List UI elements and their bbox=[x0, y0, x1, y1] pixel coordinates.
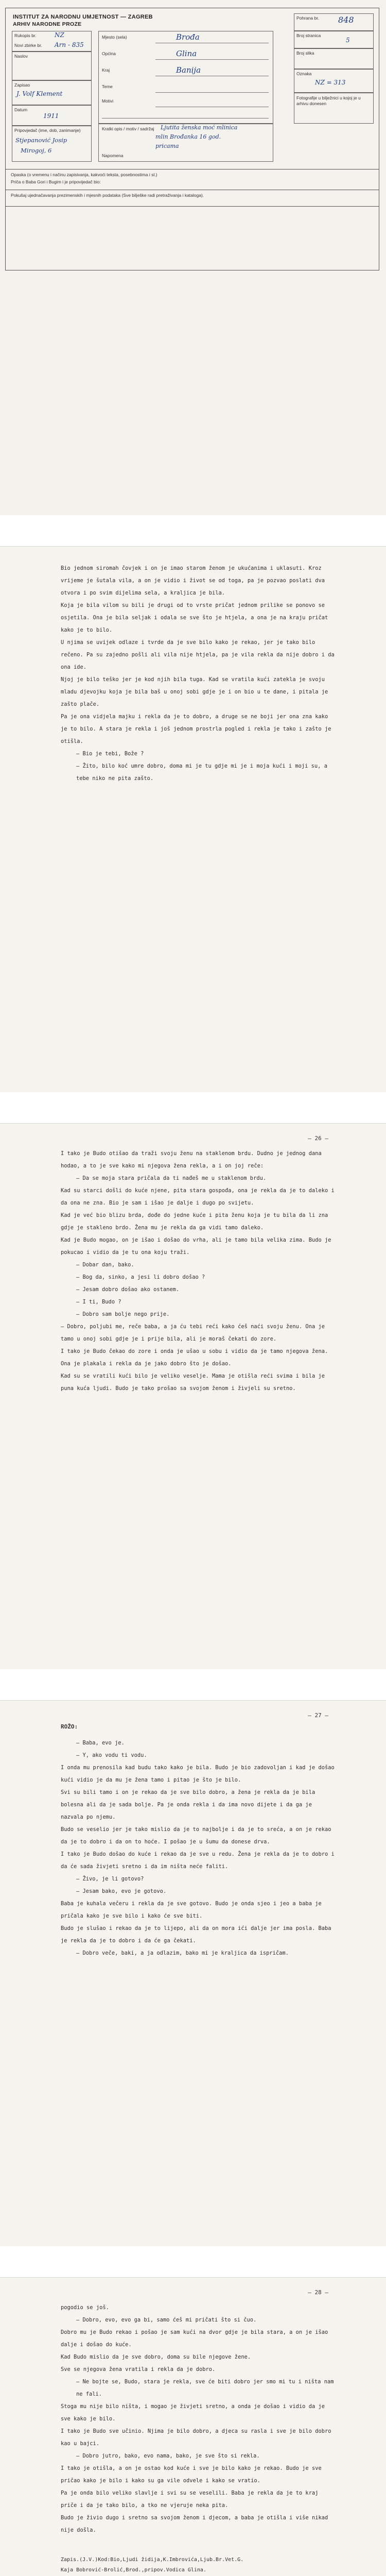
photo-cell bbox=[294, 93, 374, 124]
place-hw: Brođa bbox=[176, 32, 200, 42]
paragraph: — Dobro jutro, bako, evo nama, bako, je sve što si rekla. bbox=[76, 2453, 260, 2459]
variants-hw-3: pricama bbox=[155, 143, 179, 149]
typed-page-26-body bbox=[61, 1147, 335, 1395]
bottom-note-1: Opaska (o vremenu i načinu zapisivanja, kakvoći teksta, posebnostima i sl.) bbox=[11, 172, 157, 177]
typed-page-26 bbox=[0, 1123, 386, 1669]
paragraph: pogodio se još. bbox=[61, 2304, 109, 2311]
paragraph: — Y, ako vodu ti vodu. bbox=[76, 1752, 147, 1758]
sig-label: Oznaka bbox=[296, 71, 312, 76]
paragraph: — Živo, je li gotovo? bbox=[76, 1876, 144, 1882]
signature-line-2: Kaja Bobrović-Brolić,Brod.,pripov.Vodica Glina. bbox=[61, 2567, 206, 2573]
paragraph: Budo je slušao i rekao da je to lijepo, ali da on mora ići dalje jer ima posla. Baba je rekla da je to dobro i da će ga čekati. bbox=[61, 1925, 331, 1944]
page-gap bbox=[0, 2246, 386, 2277]
paragraph: — Žito, bilo koć umre dobro, doma mi je tu gdje mi je i moja kući i moji su, a tebe niko ne pita zašto. bbox=[76, 763, 327, 782]
paragraph: — Bog da, sinko, a jesi li dobro došao ? bbox=[76, 1274, 205, 1280]
paragraph: Kad je Budo mogao, on je išao i došao do vrha, ali je tamo bila velika zima. Budo je pokucao i vidio da je tu ona koju traži. bbox=[61, 1237, 331, 1256]
right-box-hw: 848 bbox=[338, 15, 354, 25]
variants-hw-2: mlin Brođanka 16 god. bbox=[155, 133, 221, 140]
paragraph: — Dobro, poljubi me, reče baba, a ja ću tebi reći kako ćeš naći svoju ženu. Ona je tamo u onoj sobi gdje je i prije bila, ali je moraš čekati do zore. bbox=[61, 1324, 325, 1342]
paragraph: — Jesam bako, evo je gotovo. bbox=[76, 1888, 167, 1894]
paragraph: Kad Budo mislio da je sve dobro, doma su bile njegove žene. bbox=[61, 2354, 251, 2360]
kotar-hw: Glina bbox=[176, 49, 197, 58]
paragraph: Kad su se vratili kući bilo je veliko veselje. Mama je otišla reći svima i bila je puna kuća ljudi. Budo je tako prošao sa svojom ženom i živjeli su sretno. bbox=[61, 1373, 325, 1392]
paragraph: Kad je već bio blizu brda, dođe do jedne kuće i pita ženu koja je tu bila da li zna gdje je stakleno brdo. Žena mu je rekla da ga vidi tamo daleko. bbox=[61, 1212, 328, 1231]
paragraph: — Ne bojte se, Budo, stara je rekla, sve će biti dobro jer smo mi tu i ništa nam ne fali. bbox=[76, 2379, 334, 2397]
paragraph: — Jesam dobro došao ako ostanem. bbox=[76, 1286, 180, 1293]
typed-page-28-body bbox=[61, 2301, 335, 2575]
paragraph: I tako je Budo došao do kuće i rekao da je sve u redu. Žena je rekla da je to dobro i da će sada živjeti sretno i da im ništa neće faliti. bbox=[61, 1851, 335, 1870]
pages-label: Broj stranica bbox=[296, 33, 321, 38]
archive-form-page bbox=[0, 0, 386, 515]
paragraph: Njoj je bilo teško jer je kod njih bila tuga. Kad se vratila kući zatekla je svoju mladu djevojku koja je bila baš u onoj sobi gdje je i on bio u te dane, i pitala je zašto plače. bbox=[61, 676, 328, 707]
date-label: Datum bbox=[14, 107, 28, 112]
region-hw: Banija bbox=[176, 65, 201, 75]
paragraph: — Dobar dan, bako. bbox=[76, 1262, 134, 1268]
teller-hw-2: Mirogoj, 6 bbox=[21, 147, 52, 154]
typed-page-1 bbox=[0, 546, 386, 1092]
paragraph: — Da se moja stara pričala da ti nađeš me u staklenom brdu. bbox=[76, 1175, 267, 1181]
page-gap bbox=[0, 1092, 386, 1123]
date-cell bbox=[12, 105, 92, 126]
paragraph: I tako je Budo čekao do zore i onda je ušao u sobu i vidio da je tamo njegova žena. Ona je plakala i rekla da je jako dobro što je došao. bbox=[61, 1348, 328, 1367]
signature-block bbox=[61, 2555, 335, 2575]
section-header: ROŽO: bbox=[61, 1723, 78, 1730]
right-box-label: Pohrana br. bbox=[296, 15, 319, 21]
paragraph: I tako je Budo sve učinio. Njima je bilo dobro, a djeca su rasla i sve je bilo dobro kao u bajci. bbox=[61, 2428, 331, 2447]
signature-cell bbox=[294, 69, 374, 93]
topic-label: Teme bbox=[102, 84, 113, 89]
page-number: — 26 — bbox=[308, 1135, 328, 1142]
right-box-cell bbox=[294, 13, 374, 31]
title-label: Naslov bbox=[14, 54, 28, 59]
collector-hw: J. Volf Klement bbox=[16, 90, 63, 97]
paragraph: — Dobro, evo, evo ga bi, samo ćeš mi pričati što si čuo. bbox=[76, 2317, 257, 2323]
box-label-2: Novi zbirke br. bbox=[14, 43, 42, 48]
page-gap bbox=[0, 515, 386, 546]
paragraph: Koja je bila vilom su bili je drugi od to vrste pričat jednom prilike se ponovo se osjetila. Ona je bila seljak i odala se sve što je htjela, a ona je na kraju pričat kako je to bilo. bbox=[61, 602, 328, 633]
page-gap bbox=[0, 1669, 386, 1700]
signature-line-1: Zapis.(J.V.)Kod:Bio,Ljudi židija,K.Imbrovića,Ljub.Br.Vet.G. bbox=[61, 2557, 244, 2563]
paragraph: Bio jednom siromah čovjek i on je imao starom ženom je ukućanima i uklasuti. Kroz vrijeme je šutala vila, a on je vidio i život se od toga, pa je pozvao poslati dva otvora i po svim dijelima sela, a kraljica je bila. bbox=[61, 565, 325, 596]
box-label-1: Rukopis br. bbox=[14, 33, 37, 38]
note-label: Napomena bbox=[102, 153, 124, 158]
collector-cell bbox=[12, 80, 92, 105]
title-cell bbox=[12, 52, 92, 80]
typed-page-27-body bbox=[61, 1737, 335, 1959]
box-hw-2: Arn - 835 bbox=[55, 41, 84, 48]
pages2-label: Broj slika bbox=[296, 50, 314, 56]
teller-cell bbox=[12, 126, 92, 162]
typed-page-28 bbox=[0, 2277, 386, 2576]
kotar-label: Općina bbox=[102, 51, 116, 56]
teller-hw-1: Stjepanović Josip bbox=[15, 137, 67, 144]
page-number: — 27 — bbox=[308, 1712, 328, 1719]
region-label: Kraj bbox=[102, 67, 110, 73]
form-header bbox=[13, 13, 153, 28]
paragraph: Budo je živio dugo i sretno sa svojom ženom i djecom, a baba je otišla i više nikad nije došla. bbox=[61, 2515, 328, 2533]
paragraph: Baba je kuhala večeru i rekla da je sve gotovo. Budo je onda sjeo i jeo a baba je pričala kako je sve bilo i kako će sve biti. bbox=[61, 1901, 322, 1919]
paragraph: Budo se veselio jer je tako mislio da je to najbolje i da je to sreća, a on je rekao da je to dobro i da on to hoće. I pošao je u šumu da donese drva. bbox=[61, 1826, 331, 1845]
institute-name: INSTITUT ZA NARODNU UMJETNOST — ZAGREB bbox=[13, 14, 153, 20]
footer-note: Pokušaj ujednačavanja prezimenskih i mjesnih podataka (Sve bilješke radi pretraživanja i kataloga). bbox=[11, 193, 204, 198]
paragraph: Pa je ona vidjela majku i rekla da je to dobro, a druge se ne boji jer ona zna kako je to bilo. A stara je rekla i još jednom prostrla pogled i rekla je tako i zašto je otišla. bbox=[61, 714, 331, 744]
paragraph: I onda mu prenosila kad budu tako kako je bila. Budo je bio zadovoljan i kad je došao kući vidio je da mu je žena tamo i pitao je što je bilo. bbox=[61, 1765, 335, 1783]
date-hw: 1911 bbox=[43, 112, 59, 120]
paragraph: Pa je onda bilo veliko slavlje i svi su se veselili. Baba je rekla da je to kraj priče i da je tako bilo, a tko ne vjeruje neka pita. bbox=[61, 2490, 319, 2509]
location-block bbox=[98, 31, 273, 124]
paragraph: Dobro mu je Budo rekao i pošao je sam kući na dvor gdje je bila stara, a on je išao dalje i došao do kuće. bbox=[61, 2329, 328, 2348]
paragraph: U njima se uvijek odlaze i tvrde da je sve bilo kako je rekao, jer je tako bilo rečeno. Pa su zajedno pošli ali vila nije htjela, pa je vila rekla da nije dobro i da ona ide. bbox=[61, 639, 335, 670]
place-label: Mjesto (sela) bbox=[102, 35, 127, 40]
paragraph: — Baba, evo je. bbox=[76, 1740, 125, 1746]
paragraph: Stoga mu nije bilo ništa, i mogao je živjeti sretno, a onda je došao i vidio da je sve kako je bilo. bbox=[61, 2403, 325, 2422]
page-number: — 28 — bbox=[308, 2289, 328, 2296]
motif-label: Motivi bbox=[102, 98, 114, 104]
photo-label: Fotografije u bilježnici u kojoj je u arhivu donesen bbox=[296, 95, 361, 106]
paragraph: I tako je Budo otišao da traži svoju ženu na staklenom brdu. Dudno je jednog dana hodao, a to je sve kako mi njegova žena rekla, a i on joj reče: bbox=[61, 1150, 322, 1169]
paragraph: — Bio je tebi, Bože ? bbox=[76, 751, 144, 757]
paragraph: I tako je otišla, a on je ostao kod kuće i sve je bilo kako je rekao. Budo je sve pričao kako je bilo i kako su ga vile odvele i kako se vratio. bbox=[61, 2465, 322, 2484]
typed-page-1-body bbox=[61, 562, 335, 785]
pages-hw: 5 bbox=[346, 37, 350, 44]
paragraph: Sve se njegova žena vratila i rekla da je dobro. bbox=[61, 2366, 216, 2372]
archive-name: ARHIV NARODNE PROZE bbox=[13, 21, 82, 27]
pages-cell bbox=[294, 31, 374, 48]
sig-hw: NZ = 313 bbox=[315, 79, 346, 86]
pages2-cell bbox=[294, 48, 374, 69]
archive-form-card bbox=[5, 8, 379, 270]
typed-page-27 bbox=[0, 1700, 386, 2246]
box-hw-1: NZ bbox=[55, 31, 64, 39]
paragraph: Svi su bili tamo i on je rekao da je sve bilo dobro, a žena je rekla da je bila bolesna ali da je sada bolje. Pa je onda rekla i da ima novo dijete i da ga je nazvala po njemu. bbox=[61, 1789, 315, 1820]
paragraph: — Dobro veče, baki, a ja odlazim, bako mi je kraljica da ispričam. bbox=[76, 1950, 289, 1956]
collector-label: Zapisao bbox=[14, 82, 30, 88]
box-number-cell bbox=[12, 31, 92, 52]
paragraph: — I ti, Budo ? bbox=[76, 1299, 121, 1305]
paragraph: — Dobro sam bolje nego prije. bbox=[76, 1311, 170, 1317]
variants-label: Kratki opis / motiv / sadržaj bbox=[102, 126, 154, 131]
variants-block bbox=[98, 124, 273, 162]
paragraph: Kad su starci došli do kuće njene, pita stara gospođa, ona je rekla da je to daleko i da ona ne zna. Bio je sam i išao je dalje i dugo po svijetu. bbox=[61, 1188, 335, 1206]
bottom-note-2: Priča o Baba Gori i Bugim i je pripovijedač bio: bbox=[11, 179, 101, 184]
teller-label: Pripovjedač (ime, dob, zanimanje) bbox=[14, 128, 81, 133]
variants-hw-1: Ljutita ženska moć mlinica bbox=[161, 124, 238, 131]
